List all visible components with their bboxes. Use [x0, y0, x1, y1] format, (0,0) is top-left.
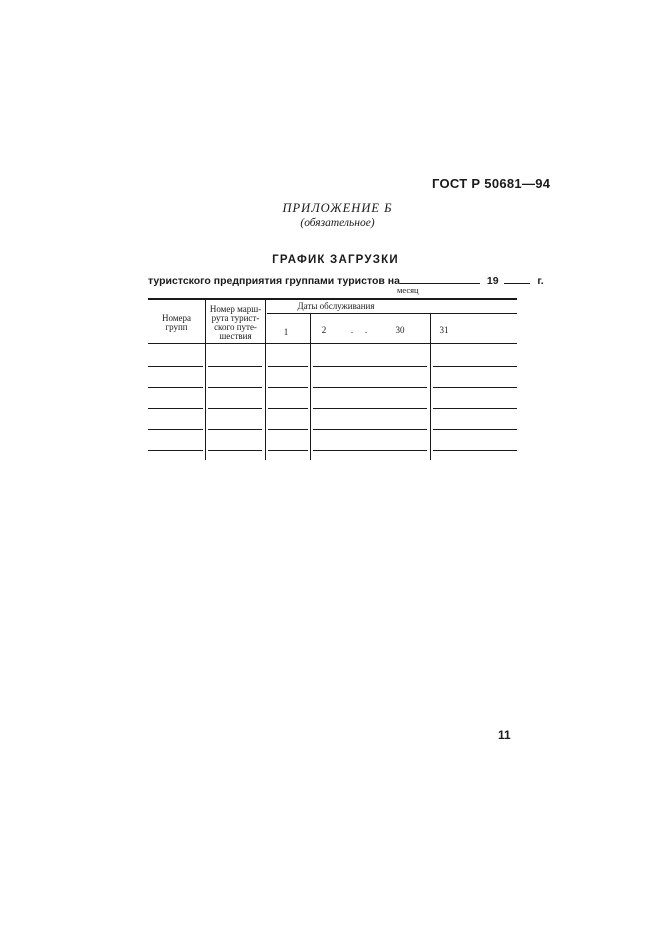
- dates-header-separator: [267, 313, 517, 314]
- month-caption: месяц: [397, 285, 419, 295]
- table-cell-line: [433, 366, 517, 367]
- table-cell-line: [148, 408, 203, 409]
- subheading-text: туристского предприятия группами туристов на: [148, 275, 400, 287]
- appendix-title: ПРИЛОЖЕНИЕ Б: [282, 201, 393, 215]
- table-cell-line: [148, 429, 203, 430]
- page-number: 11: [498, 728, 511, 742]
- year-prefix: 19: [486, 275, 499, 287]
- date-col-31: 31: [439, 325, 449, 335]
- table-cell-line: [433, 387, 517, 388]
- table-cell-line: [208, 429, 262, 430]
- table-top-border: [148, 298, 517, 300]
- schedule-heading: ГРАФИК ЗАГРУЗКИ: [272, 254, 399, 266]
- table-cell-line: [433, 429, 517, 430]
- date-col-ellipsis-1: .: [350, 325, 354, 335]
- table-cell-line: [208, 366, 262, 367]
- header-group-numbers: Номера групп: [161, 313, 191, 332]
- table-cell-line: [268, 450, 308, 451]
- header-bottom-border: [148, 343, 517, 344]
- year-blank: [504, 273, 530, 284]
- table-cell-line: [433, 408, 517, 409]
- table-cell-line: [313, 366, 427, 367]
- table-cell-line: [268, 429, 308, 430]
- header-service-dates: Даты обслуживания: [297, 301, 375, 311]
- date-col-30: 30: [395, 325, 405, 335]
- standard-code: ГОСТ Р 50681—94: [432, 176, 551, 191]
- date-col-1: 1: [283, 327, 289, 337]
- table-cell-line: [268, 387, 308, 388]
- column-divider: [310, 313, 311, 460]
- table-cell-line: [148, 366, 203, 367]
- table-cell-line: [268, 366, 308, 367]
- header-route-number: Номер марш- рута турист- ского путе- шествия: [209, 304, 262, 341]
- table-cell-line: [148, 387, 203, 388]
- appendix-status: (обязательное): [300, 217, 375, 229]
- table-cell-line: [433, 450, 517, 451]
- table-cell-line: [313, 408, 427, 409]
- year-suffix: г.: [537, 275, 544, 287]
- column-divider: [430, 313, 431, 460]
- date-col-ellipsis-2: .: [364, 325, 368, 335]
- date-col-2: 2: [321, 325, 327, 335]
- table-cell-line: [313, 387, 427, 388]
- schedule-subheading: [148, 273, 544, 287]
- table-cell-line: [268, 408, 308, 409]
- table-cell-line: [208, 387, 262, 388]
- table-cell-line: [313, 450, 427, 451]
- table-cell-line: [313, 429, 427, 430]
- month-blank: [400, 273, 480, 284]
- table-cell-line: [148, 450, 203, 451]
- table-cell-line: [208, 408, 262, 409]
- column-divider: [265, 299, 266, 460]
- table-cell-line: [208, 450, 262, 451]
